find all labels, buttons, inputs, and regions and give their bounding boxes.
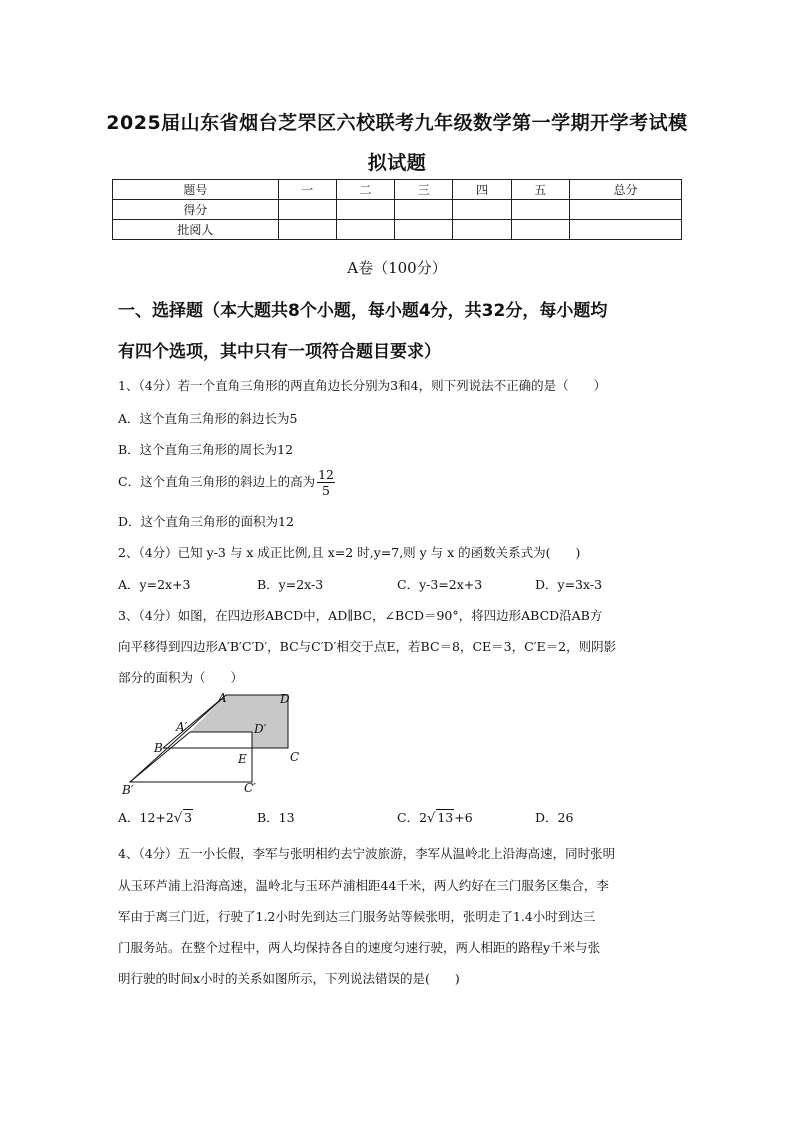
q2-option-c: C．y-3=2x+3: [397, 577, 483, 592]
score-table-header-row: [113, 180, 682, 200]
fraction-denominator: 5: [322, 483, 330, 498]
q1-option-c: [118, 467, 335, 498]
label-d: D: [280, 692, 290, 706]
sqrt-icon: √: [173, 811, 183, 826]
grader-cell[interactable]: [336, 220, 394, 240]
q3-line1: 3、（4分）如图，在四边形ABCD中，AD∥BC，∠BCD＝90°，将四边形ABCD沿AB方: [118, 608, 603, 623]
score-table-header-cell: 二: [336, 180, 394, 200]
part1-heading-line2: 有四个选项，其中只有一项符合题目要求）: [118, 342, 441, 362]
q3-option-b: B．13: [257, 810, 295, 825]
grader-table-row: [113, 220, 682, 240]
q3-option-a: [118, 808, 193, 826]
q4-line1: 4、（4分）五一小长假，李军与张明相约去宁波旅游，李军从温岭北上沿海高速，同时张明: [118, 846, 616, 861]
label-c-prime: C′: [244, 781, 256, 795]
q2-stem: 2、（4分）已知 y-3 与 x 成正比例,且 x=2 时,y=7,则 y 与 x 的函数关系式为( ): [118, 545, 581, 560]
label-e: E: [238, 752, 247, 766]
q3-line3: 部分的面积为（ ）: [118, 670, 244, 685]
q4-line4: 门服务站。在整个过程中，两人均保持各自的速度匀速行驶，两人相距的路程y千米与张: [118, 940, 601, 955]
score-table-header-cell: 总分: [569, 180, 681, 200]
score-cell[interactable]: [395, 200, 453, 220]
section-a-title: A卷（100分）: [347, 259, 447, 277]
label-b-prime: B′: [122, 783, 134, 797]
q4-line5: 明行驶的时间x小时的关系如图所示，下列说法错误的是( ): [118, 971, 460, 986]
q1-option-a: A．这个直角三角形的斜边长为5: [118, 411, 298, 426]
label-c: C: [290, 750, 300, 764]
label-b: B: [154, 741, 163, 755]
q3-line2: 向平移得到四边形A′B′C′D′，BC与C′D′相交于点E，若BC＝8，CE＝3，C′E＝2，则阴影: [118, 639, 617, 654]
label-a-prime: A′: [176, 720, 188, 734]
q3-option-c-suffix: +6: [454, 810, 473, 825]
q3-figure: [118, 688, 318, 798]
score-cell[interactable]: [453, 200, 511, 220]
grader-cell[interactable]: [511, 220, 569, 240]
doc-title-line1: 2025届山东省烟台芝罘区六校联考九年级数学第一学期开学考试模: [106, 112, 688, 134]
q3-option-c-text: C．2: [397, 810, 428, 825]
fraction-numerator: 12: [318, 467, 334, 482]
q1-stem: 1、（4分）若一个直角三角形的两直角边长分别为3和4，则下列说法不正确的是（ ）: [118, 378, 607, 393]
doc-title-line2: 拟试题: [367, 152, 427, 174]
score-table-header-cell: 题号: [113, 180, 279, 200]
score-table: [112, 179, 682, 240]
q2-option-b: B．y=2x-3: [257, 577, 324, 592]
q3-option-d: D．26: [535, 810, 574, 825]
line-b1a: [130, 695, 226, 782]
label-d-prime: D′: [254, 722, 267, 736]
grader-cell[interactable]: [569, 220, 681, 240]
radicand: 3: [184, 810, 193, 825]
q1-option-d: D．这个直角三角形的面积为12: [118, 514, 294, 529]
grader-cell[interactable]: [395, 220, 453, 240]
score-table-row: [113, 200, 682, 220]
grader-cell[interactable]: [453, 220, 511, 240]
label-a: A: [218, 691, 227, 705]
score-cell[interactable]: [278, 200, 336, 220]
grader-cell[interactable]: [278, 220, 336, 240]
q1-option-c-text: C．这个直角三角形的斜边上的高为: [118, 474, 316, 489]
quad-a1b1c1d1: [130, 732, 252, 782]
fraction: [317, 467, 335, 498]
radicand: 13: [437, 810, 454, 825]
q2-option-d: D．y=3x-3: [535, 577, 603, 592]
grader-row-label: 批阅人: [113, 220, 279, 240]
shaded-region: [190, 695, 288, 748]
q4-line2: 从玉环芦浦上沿海高速，温岭北与玉环芦浦相距44千米，两人约好在三门服务区集合，李: [118, 878, 609, 893]
q3-option-a-text: A．12+2: [118, 810, 174, 825]
score-cell[interactable]: [569, 200, 681, 220]
part1-heading-line1: 一、选择题（本大题共8个小题，每小题4分，共32分，每小题均: [118, 301, 608, 321]
q3-option-c: [397, 808, 473, 826]
score-cell[interactable]: [336, 200, 394, 220]
q2-option-a: A．y=2x+3: [118, 577, 191, 592]
score-row-label: 得分: [113, 200, 279, 220]
score-cell[interactable]: [511, 200, 569, 220]
score-table-header-cell: 五: [511, 180, 569, 200]
score-table-header-cell: 四: [453, 180, 511, 200]
q4-line3: 军由于离三门近，行驶了1.2小时先到达三门服务站等候张明，张明走了1.4小时到达三: [118, 909, 596, 924]
q1-option-b: B．这个直角三角形的周长为12: [118, 442, 294, 457]
sqrt-icon: √: [427, 811, 436, 826]
score-table-header-cell: 一: [278, 180, 336, 200]
score-table-header-cell: 三: [395, 180, 453, 200]
